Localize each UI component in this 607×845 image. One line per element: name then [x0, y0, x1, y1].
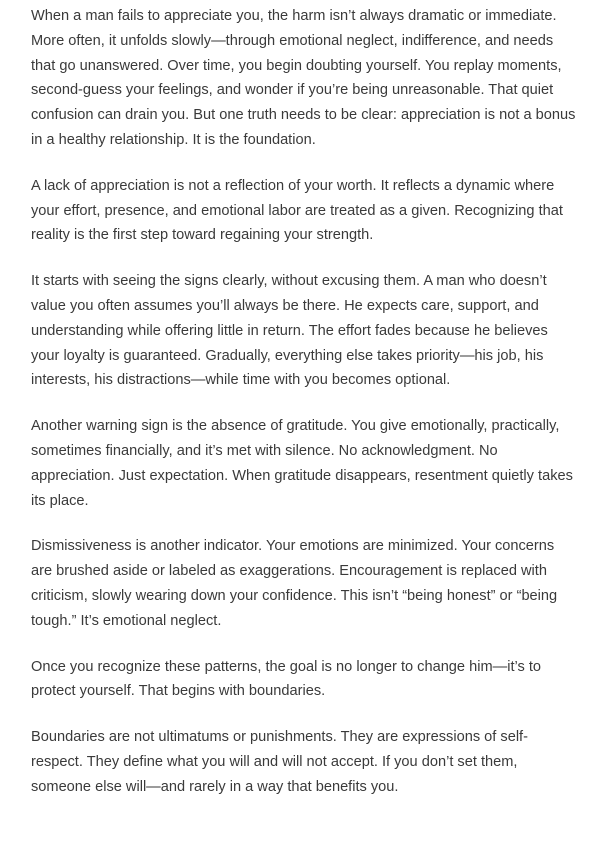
article-body [31, 4, 579, 821]
paragraph-3: It starts with seeing the signs clearly, without excusing them. A man who doesn’t value you often assumes you’ll always be there. He expects care, support, and understanding while offering little in return. The effort fades because he believes your loyalty is guaranteed. Gradually, everything else takes priority—his job, his interests, his distractions—while time with you becomes optional. [31, 273, 548, 389]
paragraph-7: Boundaries are not ultimatums or punishments. They are expressions of self-respect. They define what you will and will not accept. If you don’t set them, someone else will—and rarely in a way that benefits you. [31, 729, 528, 795]
paragraph-5: Dismissiveness is another indicator. Your emotions are minimized. Your concerns are brushed aside or labeled as exaggerations. Encouragement is replaced with criticism, slowly wearing down your confidence. This isn’t “being honest” or “being tough.” It’s emotional neglect. [31, 538, 558, 629]
paragraph-6: Once you recognize these patterns, the goal is no longer to change him—it’s to protect yourself. That begins with boundaries. [31, 658, 542, 700]
paragraph-1: When a man fails to appreciate you, the harm isn’t always dramatic or immediate. More often, it unfolds slowly—through emotional neglect, indifference, and needs that go unanswered. Over time, you begin doubting yourself. You replay moments, second-guess your feelings, and wonder if you’re being unreasonable. That quiet confusion can drain you. But one truth needs to be clear: appreciation is not a bonus in a healthy relationship. It is the foundation. [31, 8, 576, 148]
paragraph-2: A lack of appreciation is not a reflection of your worth. It reflects a dynamic where your effort, presence, and emotional labor are treated as a given. Recognizing that reality is the first step toward regaining your strength. [31, 177, 563, 244]
paragraph-4: Another warning sign is the absence of gratitude. You give emotionally, practically, sometimes financially, and it’s met with silence. No acknowledgment. No appreciation. Just expectation. When gratitude disappears, resentment quietly takes its place. [31, 418, 573, 509]
